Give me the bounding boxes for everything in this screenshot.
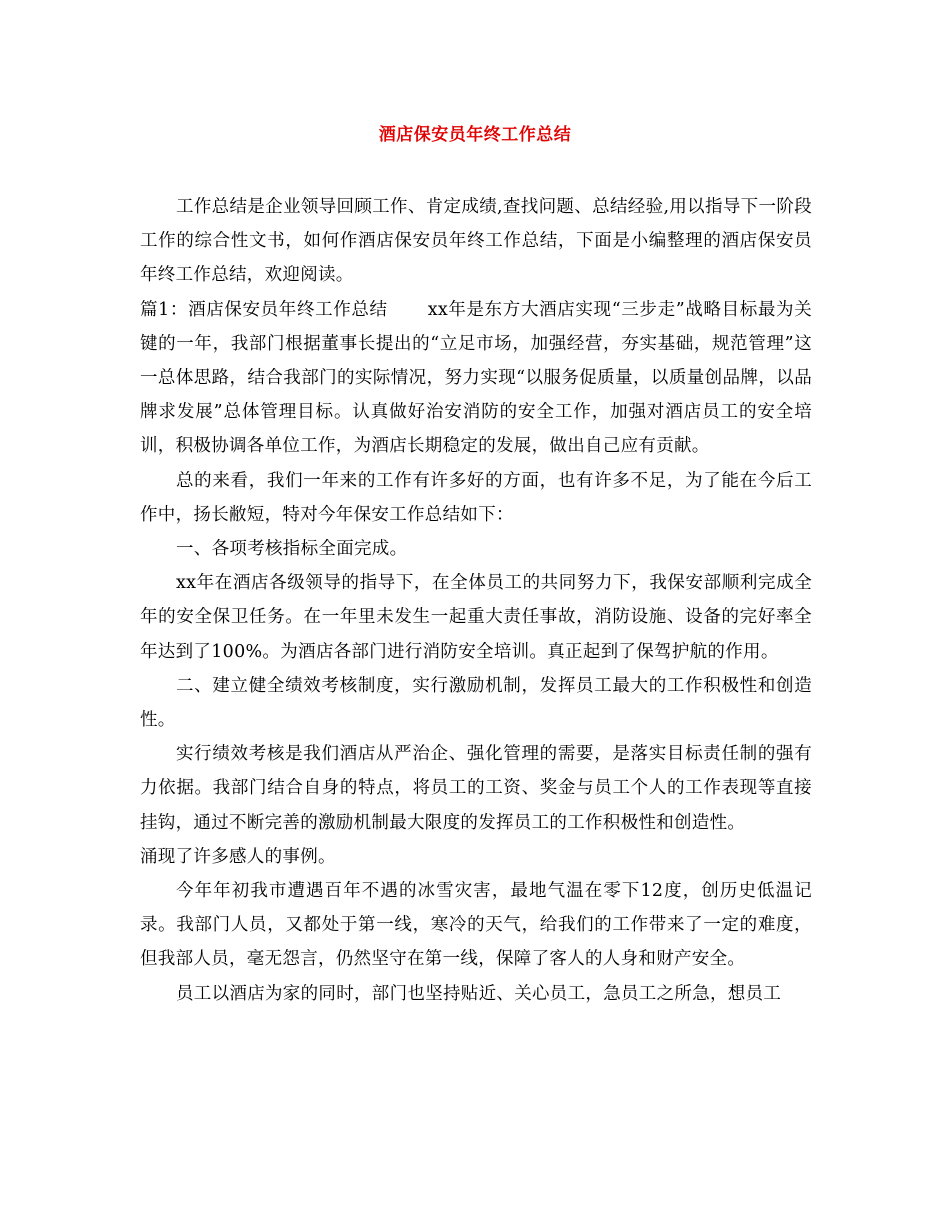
document-title: 酒店保安员年终工作总结 — [378, 125, 572, 145]
overview-paragraph: 总的来看，我们一年来的工作有许多好的方面，也有许多不足，为了能在今后工作中，扬长敝短，特对今年保安工作总结如下： — [140, 470, 812, 525]
heading-two: 二、建立健全绩效考核制度，实行激励机制，发挥员工最大的工作积极性和创造性。 — [140, 675, 812, 731]
heading-one: 一、各项考核指标全面完成。 — [176, 539, 408, 560]
section-paragraph — [140, 293, 812, 464]
section-label: 篇1：酒店保安员年终工作总结 — [140, 299, 388, 320]
heading-one-body: xx年在酒店各级领导的指导下，在全体员工的共同努力下，我保安部顺利完成全年的安全保卫任务。在一年里未发生一起重大责任事故，消防设施、设备的完好率全年达到了100%。为酒店各部门进行消防安全培训。真正起到了保驾护航的作用。 — [140, 573, 812, 662]
heading-two-body: 实行绩效考核是我们酒店从严治企、强化管理的需要，是落实目标责任制的强有力依据。我部门结合自身的特点，将员工的工资、奖金与员工个人的工作表现等直接挂钩，通过不断完善的激励机制最大限度的发挥员工的工作积极性和创造性。 — [140, 744, 812, 833]
winter-paragraph: 今年年初我市遭遇百年不遇的冰雪灾害，最地气温在零下12度，创历史低温记录。我部门人员，又都处于第一线，寒冷的天气，给我们的工作带来了一定的难度，但我部人员，毫无怨言，仍然坚守在第一线，保障了客人的人身和财产安全。 — [140, 881, 812, 970]
intro-paragraph: 工作总结是企业领导回顾工作、肯定成绩,查找问题、总结经验,用以指导下一阶段工作的综合性文书，如何作酒店保安员年终工作总结，下面是小编整理的酒店保安员年终工作总结，欢迎阅读。 — [140, 197, 812, 286]
care-paragraph: 员工以酒店为家的同时，部门也坚持贴近、关心员工，急员工之所急，想员工 — [176, 983, 782, 1004]
section-first-paragraph: xx年是东方大酒店实现“三步走”战略目标最为关键的一年，我部门根据董事长提出的“立足市场，加强经营，夯实基础，规范管理”这一总体思路，结合我部门的实际情况，努力实现“以服务促质量，以质量创品牌，以品牌求发展”总体管理目标。认真做好治安消防的安全工作，加强对酒店员工的安全培训，积极协调各单位工作，为酒店长期稳定的发展，做出自己应有贡献。 — [140, 299, 812, 457]
document-body — [140, 190, 812, 1011]
examples-line: 涌现了许多感人的事例。 — [140, 846, 336, 867]
